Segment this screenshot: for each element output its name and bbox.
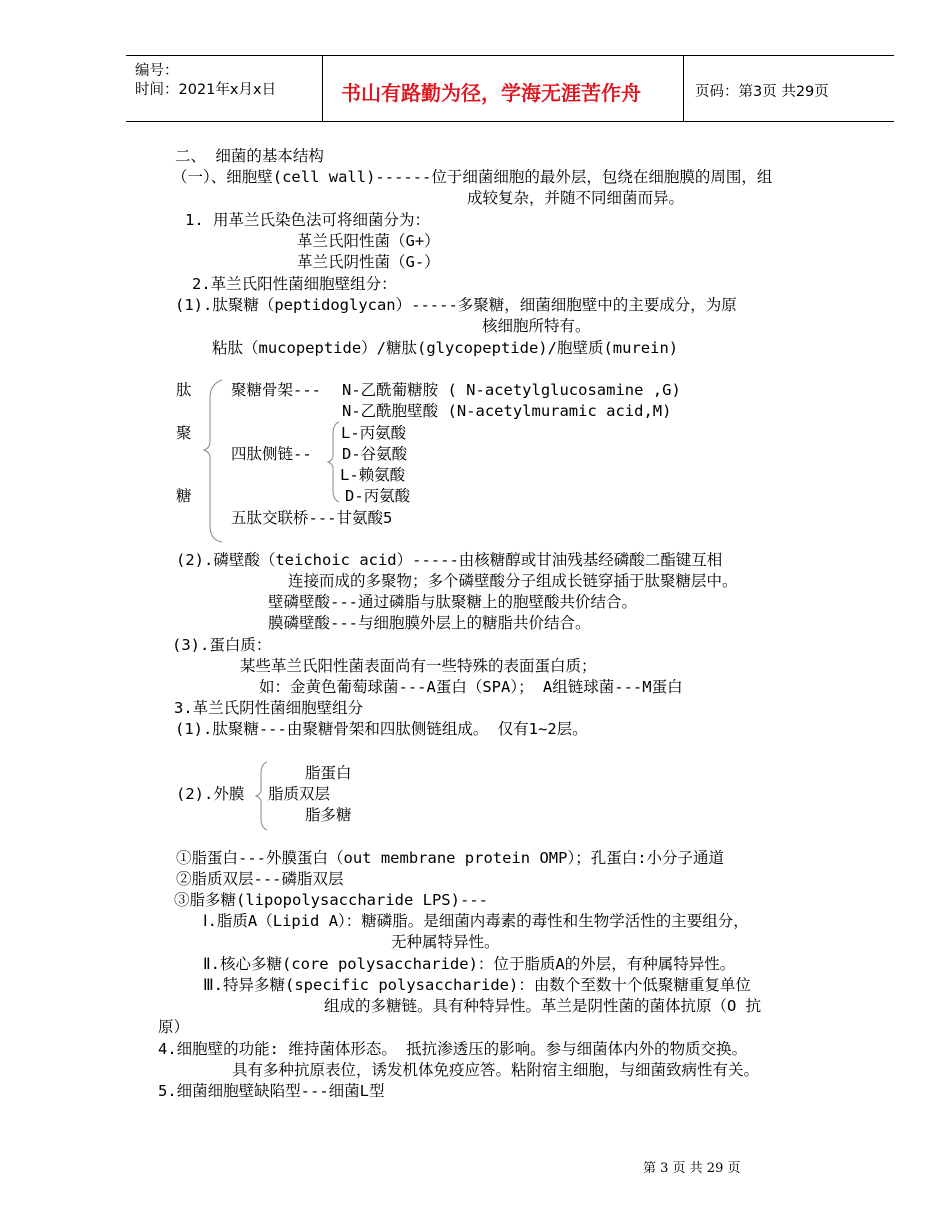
gram-positive: 革兰氏阳性菌（G+） — [297, 232, 440, 250]
header-page-label: 页码：第3页 共29页 — [695, 84, 829, 100]
lps-specific: Ⅲ.特异多糖(specific polysaccharide)：由数个至数十个低聚糖重复单位 — [203, 976, 751, 994]
section-heading: 二、 细菌的基本结构 — [175, 147, 324, 165]
header-motto: 书山有路勤为径，学海无涯苦作舟 — [341, 81, 641, 105]
lps-lipid-a: Ⅰ.脂质A（Lipid A）：糖磷脂。是细菌内毒素的毒性和生物学活性的主要组分， — [203, 912, 749, 930]
cell-wall-function-cont: 具有多种抗原表位，诱发机体免疫应答。粘附宿主细胞，与细菌致病性有关。 — [232, 1061, 760, 1079]
tetrapeptide-label: 四肽侧链-- — [231, 445, 312, 463]
nam-line: N-乙酰胞壁酸 (N-acetylmuramic acid,M) — [342, 402, 672, 420]
header-divider-2 — [683, 55, 684, 121]
backbone-label: 聚糖骨架--- — [231, 381, 321, 399]
header-time-label: 时间：2021年x月x日 — [135, 82, 277, 98]
gram-negative: 革兰氏阴性菌（G-） — [297, 253, 440, 271]
lps-specific-cont: 组成的多糖链。具有种特异性。革兰是阴性菌的菌体抗原（O 抗 — [324, 997, 762, 1015]
pentapeptide-bridge: 五肽交联桥---甘氨酸5 — [231, 509, 393, 527]
amino-acid-2: D-谷氨酸 — [342, 445, 408, 463]
header-divider-1 — [322, 55, 323, 121]
outer-membrane-bilayer: 脂质双层 — [268, 785, 331, 803]
cell-wall-title-cont: 成较复杂，并随不同细菌而异。 — [467, 189, 685, 207]
tetrapeptide-brace — [325, 420, 341, 504]
gram-positive-components: 2.革兰氏阳性菌细胞壁组分： — [192, 275, 397, 293]
peptidoglycan-brace — [200, 378, 230, 544]
peptidoglycan-synonyms: 粘肽（mucopeptide）/糖肽(glycopeptide)/胞壁质(murein) — [212, 339, 679, 357]
gram-negative-components: 3.革兰氏阴性菌细胞壁组分 — [174, 699, 364, 717]
protein-line-2: 如：金黄色葡萄球菌---A蛋白（SPA）； A组链球菌---M蛋白 — [259, 678, 683, 696]
protein-title: (3).蛋白质： — [172, 636, 272, 654]
outer-membrane-lps: 脂多糖 — [305, 806, 352, 824]
amino-acid-4: D-丙氨酸 — [345, 487, 411, 505]
cell-wall-title: （一）、细胞壁(cell wall)------位于细菌细胞的最外层，包绕在细胞膜的周围，组 — [172, 168, 773, 186]
header-bottom-rule — [126, 121, 894, 122]
header-top-rule — [126, 55, 894, 56]
side-char-1: 肽 — [176, 381, 192, 399]
gram-stain-item: 1. 用革兰氏染色法可将细菌分为： — [185, 211, 430, 229]
protein-line-1: 某些革兰氏阳性菌表面尚有一些特殊的表面蛋白质； — [240, 657, 597, 675]
negative-peptidoglycan: (1).肽聚糖---由聚糖骨架和四肽侧链组成。 仅有1~2层。 — [175, 720, 588, 738]
peptidoglycan-title: (1).肽聚糖（peptidoglycan）-----多聚糖，细菌细胞壁中的主要成分，为原 — [175, 296, 737, 314]
teichoic-acid-cont: 连接而成的多聚物；多个磷壁酸分子组成长链穿插于肽聚糖层中。 — [288, 572, 738, 590]
nag-line: N-乙酰葡糖胺 ( N-acetylglucosamine ,G) — [342, 381, 681, 399]
l-form-bacteria: 5.细菌细胞壁缺陷型---细菌L型 — [158, 1082, 385, 1100]
wall-teichoic-acid: 壁磷壁酸---通过磷脂与肽聚糖上的胞壁酸共价结合。 — [268, 593, 637, 611]
membrane-teichoic-acid: 膜磷壁酸---与细胞膜外层上的糖脂共价结合。 — [268, 614, 591, 632]
header-code-label: 编号： — [135, 63, 179, 79]
cell-wall-function: 4.细胞壁的功能: 维持菌体形态。 抵抗渗透压的影响。参与细菌体内外的物质交换。 — [158, 1040, 748, 1058]
lps-core: Ⅱ.核心多糖(core polysaccharide)：位于脂质A的外层，有种属特异性。 — [203, 955, 736, 973]
teichoic-acid-title: (2).磷壁酸（teichoic acid）-----由核糖醇或甘油残基经磷酸二酯键互相 — [176, 551, 723, 569]
circled-item-3: ③脂多糖(lipopolysaccharide LPS)--- — [174, 891, 488, 909]
lps-lipid-a-cont: 无种属特异性。 — [391, 933, 500, 951]
outer-membrane-brace — [253, 760, 269, 832]
amino-acid-1: L-丙氨酸 — [341, 424, 407, 442]
side-char-3: 糖 — [176, 487, 192, 505]
lps-specific-cont-2: 原） — [158, 1018, 190, 1036]
circled-item-2: ②脂质双层---磷脂双层 — [176, 870, 344, 888]
side-char-2: 聚 — [176, 424, 192, 442]
amino-acid-3: L-赖氨酸 — [340, 466, 406, 484]
peptidoglycan-cont: 核细胞所特有。 — [482, 317, 591, 335]
page-footer: 第 3 页 共 29 页 — [643, 1161, 741, 1176]
circled-item-1: ①脂蛋白---外膜蛋白（out membrane protein OMP）；孔蛋白:小分子通道 — [176, 849, 725, 867]
outer-membrane-lipoprotein: 脂蛋白 — [305, 764, 352, 782]
outer-membrane-label: (2).外膜 — [176, 785, 245, 803]
